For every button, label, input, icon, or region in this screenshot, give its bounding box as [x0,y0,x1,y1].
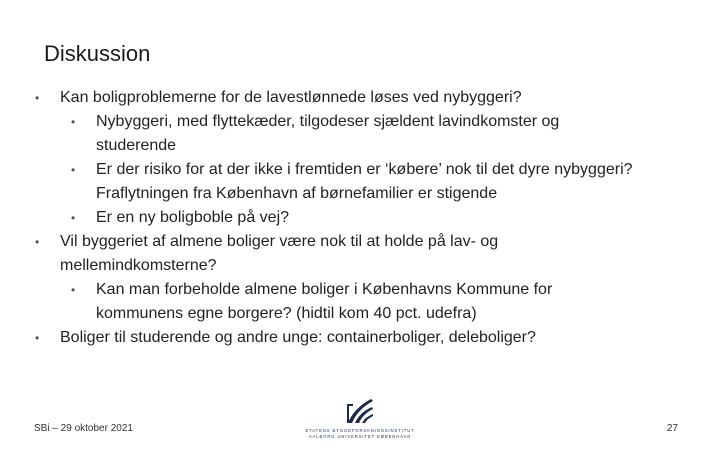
bullet-text: Nybyggeri, med flyttekæder, tilgodeser sjældent lavindkomster og studerende [96,113,560,154]
slide-title: Diskussion [44,41,151,66]
logo-mark-icon [345,396,375,424]
bullet-dot: • [71,283,76,297]
bullet-item [35,86,620,110]
bullet-text: Er en ny boligboble på vej? [96,209,290,226]
bullet-text: Vil byggeriet af almene boliger være nok til at holde på lav- og mellemindkomsterne? [60,233,499,274]
bullet-dot: • [35,91,40,105]
sub-bullet-item [71,206,641,230]
logo-text-line2: AALBORG UNIVERSITET KØBENHAVN [308,434,412,439]
institute-logo [298,396,422,442]
footer-source: SBi – 29 oktober 2021 [34,423,133,434]
bullet-dot: • [35,331,40,345]
sub-bullet-item [71,278,641,326]
bullet-dot: • [35,235,40,249]
bullet-item [35,326,620,350]
bullet-text: Kan man forbeholde almene boliger i Københavns Kommune for kommunens egne borgere? (hidtil kom 40 pct. udefra) [96,281,553,322]
bullet-item [35,230,620,278]
bullet-text: Boliger til studerende og andre unge: containerboliger, deleboliger? [60,329,536,346]
sub-bullet-item [71,158,641,206]
bullet-text: Er der risiko for at der ikke i fremtiden er ‘købere’ nok til det dyre nybyggeri? Fraflytningen fra København af børnefamilier er stigende [96,161,633,202]
page-number: 27 [666,423,678,434]
bullet-dot: • [71,211,76,225]
bullet-text: Kan boligproblemerne for de lavestlønnede løses ved nybyggeri? [60,89,522,106]
bullet-dot: • [71,115,76,129]
logo-text-line1: STATENS BYGGEFORSKNINGSINSTITUT [305,428,415,433]
bullet-dot: • [71,163,76,177]
sub-bullet-item [71,110,641,158]
